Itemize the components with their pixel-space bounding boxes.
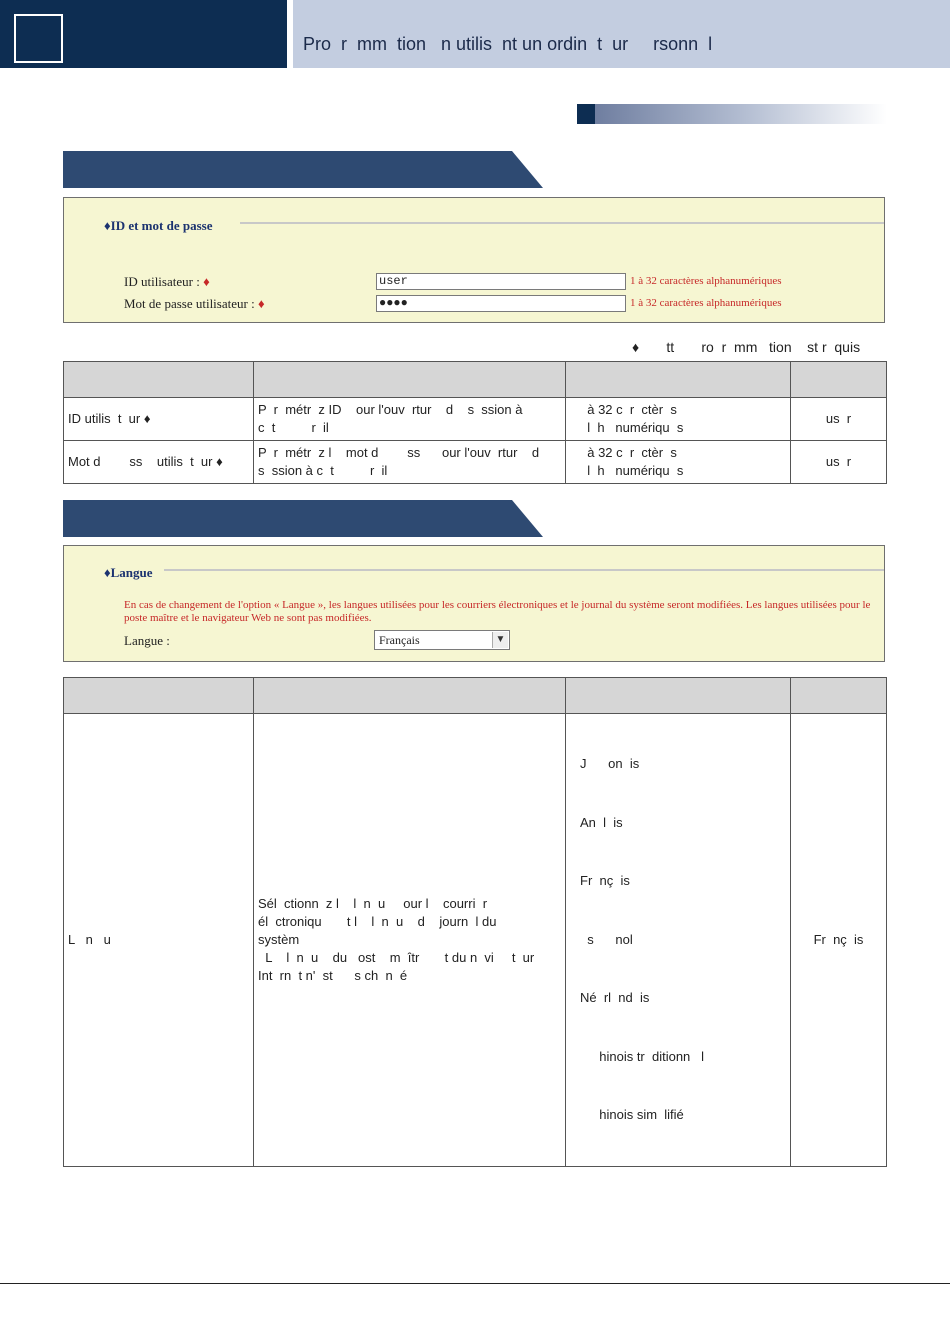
section-banner-id xyxy=(63,151,543,188)
table-header-row xyxy=(64,362,887,398)
values-cell: à 32 c r ctèr s l h numériqu s xyxy=(566,441,791,484)
password-hint: 1 à 32 caractères alphanumériques xyxy=(630,297,782,309)
list-item: Fr nç is xyxy=(580,873,630,888)
values-cell xyxy=(566,714,791,1167)
table-row xyxy=(64,714,887,1167)
desc-cell: Sél ctionn z l l n u our l courri r él ctroniqu t l l n u d journ l du systèm L l n u du ost m îtr t du n vi t ur Int rn t n' st s ch n é xyxy=(254,714,566,1167)
default-cell: us r xyxy=(791,441,887,484)
panel-id-password xyxy=(63,197,885,323)
chapter-box xyxy=(14,14,63,63)
desc-cell: P r métr z ID our l'ouv rtur d s ssion à c t r il xyxy=(254,398,566,441)
list-item: hinois tr ditionn l xyxy=(592,1048,705,1064)
panel-language xyxy=(63,545,885,662)
gradient-bar xyxy=(577,104,887,124)
list-item: hinois sim lifié xyxy=(592,1107,684,1122)
user-id-input[interactable]: user xyxy=(376,273,626,290)
table-row xyxy=(64,441,887,484)
chevron-down-icon[interactable]: ▼ xyxy=(492,632,508,648)
param-cell: Mot d ss utilis t ur ♦ xyxy=(64,441,254,484)
password-label: Mot de passe utilisateur : ♦ xyxy=(124,296,265,311)
language-label: Langue : xyxy=(124,633,170,648)
list-item: J on is xyxy=(580,756,640,771)
values-cell: à 32 c r ctèr s l h numériqu s xyxy=(566,398,791,441)
language-select-value: Français xyxy=(379,633,420,647)
list-item: s nol xyxy=(580,931,633,947)
page-title: Pro r mm tion n utilis nt un ordin t ur rsonn l xyxy=(303,34,713,54)
table-header-row xyxy=(64,678,887,714)
user-id-hint: 1 à 32 caractères alphanumériques xyxy=(630,275,782,287)
list-item: An l is xyxy=(580,814,623,830)
desc-cell: P r métr z l mot d ss our l'ouv rtur d s ssion à c t r il xyxy=(254,441,566,484)
param-cell: ID utilis t ur ♦ xyxy=(64,398,254,441)
panel-rule xyxy=(164,569,884,571)
param-cell: L n u xyxy=(64,714,254,1167)
footer-rule xyxy=(0,1283,950,1284)
language-note: En cas de changement de l'option « Langue », les langues utilisées pour les courriers électroniques et le journal du système seront modifiées. Les langues utilisées pour le poste maître et le navigateur Web ne sont pas modifiées. xyxy=(124,599,871,624)
panel-heading-language: ♦Langue xyxy=(104,565,153,580)
user-id-label: ID utilisateur : ♦ xyxy=(124,274,210,289)
panel-rule xyxy=(240,222,884,224)
default-cell: us r xyxy=(791,398,887,441)
required-note: ♦ tt ro r mm tion st r quis xyxy=(632,339,861,355)
section-banner-language xyxy=(63,500,543,537)
language-select[interactable] xyxy=(374,630,510,650)
id-settings-table xyxy=(63,361,887,484)
password-input[interactable]: ●●●● xyxy=(376,295,626,312)
list-item: Né rl nd is xyxy=(580,990,650,1005)
header-band xyxy=(0,0,287,68)
header-title-band xyxy=(293,0,950,68)
table-row xyxy=(64,398,887,441)
default-cell: Fr nç is xyxy=(791,714,887,1167)
panel-heading-id: ♦ID et mot de passe xyxy=(104,218,213,233)
language-settings-table xyxy=(63,677,887,1167)
